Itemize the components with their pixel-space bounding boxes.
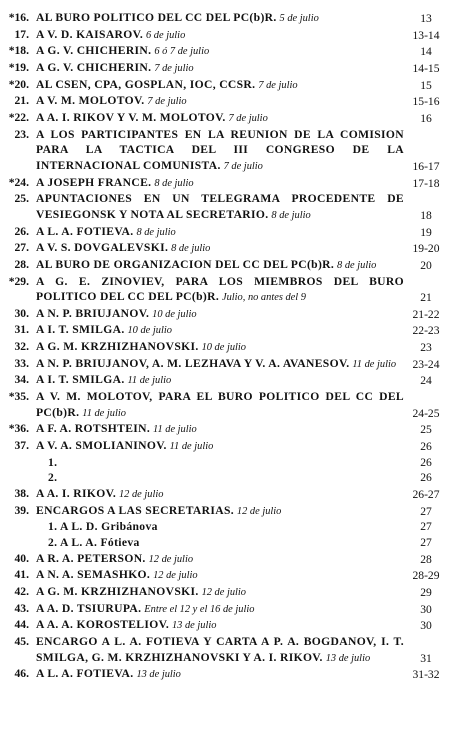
entry-title: A V. M. MOLOTOV, PARA EL BURO POLITICO DEL CC DEL PC(b)R. [36,390,404,419]
entry-title: A V. M. MOLOTOV. [36,94,145,108]
entry-title: ENCARGO A L. A. FOTIEVA Y CARTA A P. A. BOGDANOV, I. T. SMILGA, G. M. KRZHIZHANOVSKI Y A. I. RIKOV. [36,634,404,664]
entry-date: 10 de julio [152,308,197,320]
entry-number: 23. [14,127,29,141]
entry-date: 8 de julio [136,226,176,238]
entry-pages: 26 [420,455,432,469]
entry-title: A L. A. FOTIEVA. [36,224,134,238]
entry-text [48,519,404,535]
entry-date: 7 de julio [258,79,298,91]
entry-text [36,224,404,241]
entry-pages: 14-15 [412,61,440,75]
entry-text [36,27,404,44]
entry-pages: 19 [420,225,432,239]
entry-text [36,191,404,223]
entry-pages: 15-16 [412,95,440,109]
entry-title: ENCARGOS A LAS SECRETARIAS. [36,503,235,517]
toc-entry [0,60,457,77]
entry-date: 8 de julio [171,243,211,255]
entry-text [36,10,404,27]
entry-date: 8 de julio [154,177,194,189]
entry-date: 6 ó 7 de julio [154,46,210,58]
entry-pages: 20 [420,258,432,272]
entry-title: A L. A. FOTIEVA. [36,667,134,681]
entry-title: A A. A. KOROSTELIOV. [36,618,170,632]
entry-title: A LOS PARTICIPANTES EN LA REUNION DE LA COMISION PARA LA TACTICA DEL III CONGRESO DE LA INTERNACIONAL COMUNISTA. [36,127,404,172]
entry-title: APUNTACIONES EN UN TELEGRAMA PROCEDENTE DE VESIEGONSK Y NOTA AL SECRETARIO. [36,192,404,221]
entry-title: A V. A. SMOLIANINOV. [36,439,167,453]
entry-text [36,486,404,503]
entry-number: 32. [14,340,29,354]
entry-number: *36. [8,422,29,436]
toc-entry [0,224,457,241]
entry-title: 2. A L. A. Fótieva [48,536,140,549]
entry-text [36,601,404,618]
entry-date: 7 de julio [223,160,263,172]
entry-pages: 17-18 [412,176,440,190]
toc-entry [0,10,457,27]
toc-entry [0,584,457,601]
entry-date: 8 de julio [271,209,311,221]
entry-title: A JOSEPH FRANCE. [36,175,152,189]
entry-text [36,503,404,520]
entry-date: Entre el 12 y el 16 de julio [144,603,255,615]
table-of-contents [0,10,457,683]
entry-title: A G. E. ZINOVIEV, PARA LOS MIEMBROS DEL BURO POLITICO DEL CC DEL PC(b)R. [36,274,404,304]
entry-date: 13 de julio [325,652,371,664]
entry-text [36,257,404,274]
toc-subentry [0,535,457,551]
entry-title: A N. A. SEMASHKO. [36,568,151,582]
entry-number: 45. [14,634,29,648]
entry-pages: 27 [420,504,432,518]
entry-pages: 30 [420,602,432,616]
entry-text [36,43,404,60]
entry-date: 5 de julio [279,13,319,24]
entry-date: 11 de julio [169,441,214,453]
entry-number: 40. [14,551,29,565]
toc-entry [0,322,457,339]
toc-entry [0,93,457,110]
toc-entry [0,601,457,618]
toc-entry [0,257,457,274]
entry-number: 28. [14,257,29,271]
entry-pages: 24 [420,374,432,388]
toc-entry [0,372,457,389]
entry-number: *24. [8,175,29,189]
entry-pages: 23-24 [412,357,440,371]
entry-text [36,634,404,666]
toc-entry [0,421,457,438]
toc-entry [0,175,457,192]
toc-subentry [0,519,457,535]
entry-number: *16. [8,11,29,24]
entry-pages: 27 [420,520,432,534]
toc-entry [0,551,457,568]
entry-date: 13 de julio [171,620,217,632]
entry-text [48,535,404,551]
entry-title: A A. D. TSIURUPA. [36,601,142,615]
toc-entry [0,666,457,683]
entry-number: *18. [8,44,29,58]
entry-text [36,356,404,373]
toc-entry [0,27,457,44]
entry-pages: 26-27 [412,488,440,502]
entry-text [36,584,404,601]
toc-entry [0,503,457,520]
entry-pages: 29 [420,585,432,599]
toc-entry [0,240,457,257]
entry-pages: 28 [420,552,432,566]
entry-text [36,274,404,306]
entry-pages: 18 [420,208,432,222]
entry-title: 2. [48,471,58,485]
entry-title: A A. I. RIKOV. [36,487,117,501]
entry-title: AL BURO DE ORGANIZACION DEL CC DEL PC(b)R. [36,257,335,271]
entry-date: 8 de julio [337,259,377,271]
entry-title: 1. A L. D. Gribánova [48,520,158,534]
entry-text [36,127,404,175]
entry-number: 26. [14,224,29,238]
entry-number: 27. [14,241,29,255]
entry-text [36,666,404,683]
entry-number: 46. [14,667,29,681]
toc-subentry [0,470,457,486]
entry-pages: 27 [420,536,432,549]
entry-pages: 26 [420,440,432,454]
toc-entry [0,617,457,634]
entry-pages: 14 [420,45,432,59]
entry-date: 12 de julio [236,505,282,517]
entry-date: 7 de julio [147,96,187,108]
toc-entry [0,110,457,127]
entry-pages: 16 [420,111,432,125]
entry-title: A I. T. SMILGA. [36,323,125,337]
entry-title: A G. V. CHICHERIN. [36,44,152,58]
entry-number: 30. [14,306,29,320]
entry-pages: 21 [420,291,432,305]
entry-title: A G. M. KRZHIZHANOVSKI. [36,584,199,598]
entry-title: A V. D. KAISAROV. [36,27,144,41]
entry-number: 34. [14,373,29,387]
entry-pages: 21-22 [412,307,440,321]
entry-text [48,455,404,471]
entry-number: 39. [14,503,29,517]
entry-pages: 15 [420,78,432,92]
entry-pages: 31 [420,651,432,665]
entry-date: 10 de julio [201,342,247,354]
toc-entry [0,191,457,223]
entry-text [36,372,404,389]
entry-pages: 13-14 [412,28,440,42]
entry-pages: 31-32 [412,668,440,682]
entry-number: 31. [14,323,29,337]
entry-text [36,567,404,584]
entry-text [36,551,404,568]
entry-text [36,175,404,192]
toc-subentry [0,455,457,471]
entry-date: 10 de julio [127,325,172,337]
entry-title: A F. A. ROTSHTEIN. [36,422,151,436]
toc-entry [0,274,457,306]
entry-date: 11 de julio [82,407,126,419]
toc-entry [0,43,457,60]
toc-entry [0,127,457,175]
entry-number: 33. [14,356,29,370]
entry-number: 25. [14,192,29,206]
entry-date: 7 de julio [154,62,194,74]
entry-text [36,93,404,110]
entry-date: 12 de julio [153,570,198,582]
toc-entry [0,356,457,373]
entry-pages: 23 [420,341,432,355]
entry-text [36,60,404,77]
entry-text [36,438,404,455]
entry-pages: 28-29 [412,569,440,583]
entry-number: 42. [14,584,29,598]
toc-entry [0,438,457,455]
entry-title: AL BURO POLITICO DEL CC DEL PC(b)R. [36,11,277,24]
entry-number: 17. [14,27,29,41]
entry-title: A A. I. RIKOV Y V. M. MOLOTOV. [36,110,226,124]
entry-date: 11 de julio [127,375,172,387]
entry-date: 7 de julio [228,112,268,124]
toc-entry [0,389,457,421]
entry-pages: 30 [420,619,432,633]
entry-date: 12 de julio [118,489,164,501]
entry-text [36,617,404,634]
entry-text [36,339,404,356]
entry-date: 11 de julio [352,358,397,370]
entry-title: A N. P. BRIUJANOV, A. M. LEZHAVA Y V. A. AVANESOV. [36,356,350,370]
entry-pages: 24-25 [412,406,440,420]
entry-pages: 16-17 [412,159,440,173]
entry-text [36,389,404,421]
toc-entry [0,486,457,503]
entry-number: 43. [14,601,29,615]
toc-entry [0,634,457,666]
entry-number: *35. [8,390,29,404]
entry-text [36,306,404,323]
entry-text [36,110,404,127]
entry-title: A V. S. DOVGALEVSKI. [36,241,169,255]
entry-pages: 19-20 [412,242,440,256]
entry-title: 1. [48,455,58,469]
toc-entry [0,567,457,584]
entry-title: AL CSEN, CPA, GOSPLAN, IOC, CCSR. [36,77,256,91]
entry-number: *29. [8,274,29,288]
entry-title: A G. M. KRZHIZHANOVSKI. [36,340,199,354]
entry-number: *22. [8,110,29,124]
entry-number: 41. [14,568,29,582]
entry-date: 12 de julio [201,586,247,598]
entry-text [48,470,404,486]
entry-number: *19. [8,60,29,74]
entry-title: A N. P. BRIUJANOV. [36,306,150,320]
entry-text [36,240,404,257]
entry-title: A R. A. PETERSON. [36,551,146,565]
entry-date: 11 de julio [153,424,197,436]
entry-date: 13 de julio [136,669,181,681]
entry-text [36,322,404,339]
entry-date: Julio, no antes del 9 [221,292,306,304]
entry-number: *20. [8,77,29,91]
entry-pages: 13 [420,12,432,25]
entry-pages: 25 [420,423,432,437]
entry-title: A I. T. SMILGA. [36,373,125,387]
entry-number: 44. [14,618,29,632]
toc-entry [0,339,457,356]
entry-pages: 22-23 [412,324,440,338]
entry-text [36,421,404,438]
entry-text [36,77,404,94]
toc-entry [0,77,457,94]
entry-number: 38. [14,487,29,501]
entry-number: 37. [14,439,29,453]
toc-entry [0,306,457,323]
entry-date: 6 de julio [146,29,186,41]
entry-pages: 26 [420,471,432,485]
entry-date: 12 de julio [148,553,194,565]
entry-title: A G. V. CHICHERIN. [36,60,152,74]
entry-number: 21. [14,94,29,108]
